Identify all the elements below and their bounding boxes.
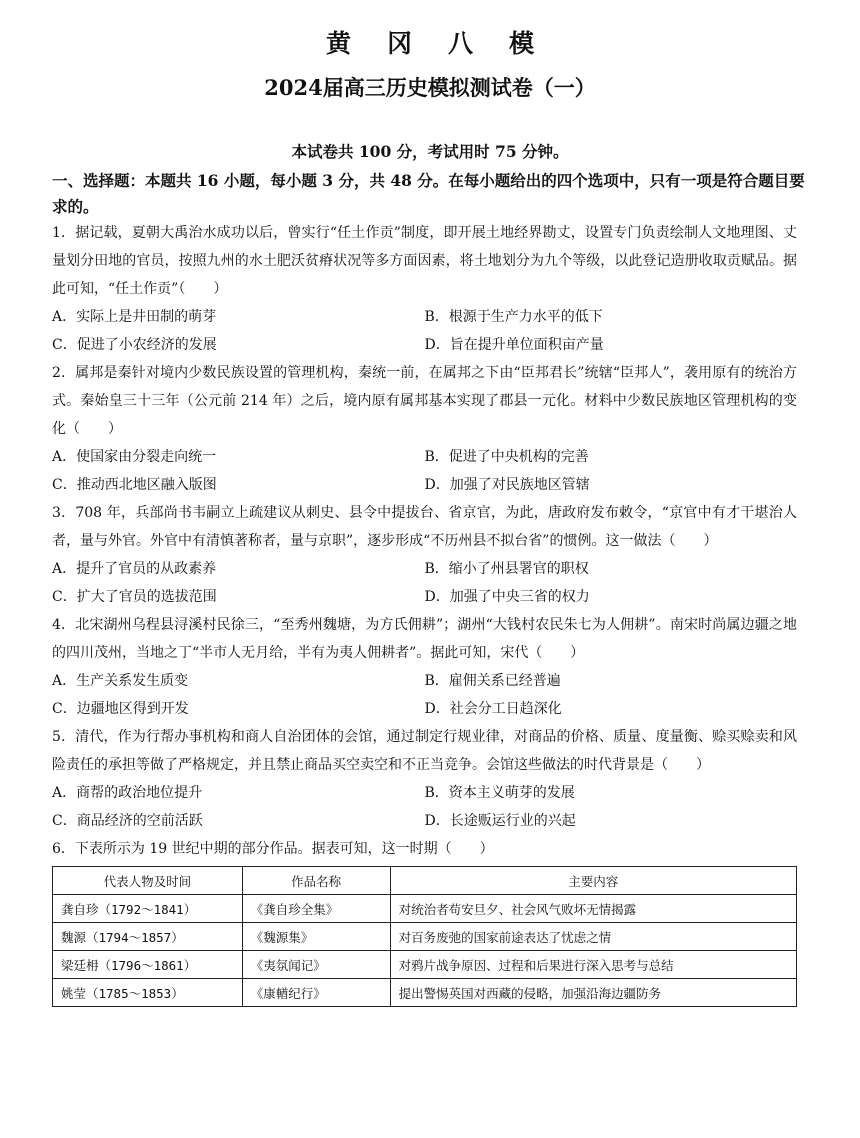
table-cell: 对鸦片战争原因、过程和后果进行深入思考与总结 [390,951,796,979]
table-row [53,951,797,979]
question-stem: 2．属邦是秦针对境内少数民族设置的管理机构，秦统一前，在属邦之下由“臣邦君长”统辖“臣邦人”，袭用原有的统治方式。秦始皇三十三年（公元前 214 年）之后，境内原有属邦基本实现了郡县一元化。材料中少数民族地区管理机构的变化（ ） [52,365,797,437]
option-c: C．边疆地区得到开发 [52,701,189,717]
option-c: C．推动西北地区融入版图 [52,477,217,493]
option-a: A．商帮的政治地位提升 [52,785,203,801]
table-row [53,895,797,923]
option-b: B．促进了中央机构的完善 [424,449,589,465]
option-b: B．资本主义萌芽的发展 [424,785,575,801]
exam-info: 本试卷共 100 分，考试用时 75 分钟。 [291,142,569,161]
question-6 [52,835,797,1007]
table-header-row [53,867,797,895]
works-table [52,866,797,1007]
option-a: A．使国家由分裂走向统一 [52,449,217,465]
table-row [53,923,797,951]
option-d: D．加强了中央三省的权力 [424,589,590,605]
question-stem: 1．据记载，夏朝大禹治水成功以后，曾实行“任土作贡”制度，即开展土地经界勘丈，设置专门负责绘制人文地理图、丈量划分田地的官员，按照九州的水土肥沃贫瘠状况等多方面因素，将土地划分为九个等级，以此登记造册收取贡赋品。据此可知，“任土作贡”（ ） [52,225,797,297]
option-a: A．提升了官员的从政素养 [52,561,217,577]
column-header: 主要内容 [390,867,796,895]
table-cell: 提出警惕英国对西藏的侵略，加强沿海边疆防务 [390,979,796,1007]
table-cell: 龚自珍（1792～1841） [53,895,243,923]
table-cell: 《魏源集》 [242,923,390,951]
option-c: C．促进了小农经济的发展 [52,337,217,353]
column-header: 作品名称 [242,867,390,895]
option-b: B．缩小了州县署官的职权 [424,561,589,577]
column-header: 代表人物及时间 [53,867,243,895]
question-stem: 4．北宋湖州乌程县浔溪村民徐三，“至秀州魏塘，为方氏佣耕”；湖州“大钱村农民朱七为人佣耕”。南宋时尚属边疆之地的四川茂州，当地之丁“半市人无月给，半有为夷人佣耕者”。据此可知，宋代（ ） [52,617,797,661]
question-4 [52,611,797,723]
option-c: C．扩大了官员的选拔范围 [52,589,217,605]
option-a: A．实际上是井田制的萌芽 [52,309,217,325]
option-d: D．长途贩运行业的兴起 [424,813,576,829]
questions-area [52,219,797,1007]
exam-paper-title: 2024届高三历史模拟测试卷（一） [264,75,596,100]
table-cell: 对百务废弛的国家前途表达了忧虑之情 [390,923,796,951]
table-cell: 姚莹（1785～1853） [53,979,243,1007]
option-a: A．生产关系发生质变 [52,673,189,689]
table-cell: 《夷氛闻记》 [242,951,390,979]
question-stem: 5．清代，作为行帮办事机构和商人自治团体的会馆，通过制定行规业律，对商品的价格、质量、度量衡、赊买赊卖和风险责任的承担等做了严格规定，并且禁止商品买空卖空和不正当竞争。会馆这些做法的时代背景是（ ） [52,729,797,773]
question-1 [52,219,797,359]
table-cell: 魏源（1794～1857） [53,923,243,951]
option-b: B．根源于生产力水平的低下 [424,309,603,325]
option-d: D．加强了对民族地区管辖 [424,477,590,493]
table-cell: 梁廷枏（1796～1861） [53,951,243,979]
option-d: D．旨在提升单位面积亩产量 [424,337,604,353]
table-cell: 《龚自珍全集》 [242,895,390,923]
option-d: D．社会分工日趋深化 [424,701,562,717]
table-cell: 《康輶纪行》 [242,979,390,1007]
table-row [53,979,797,1007]
question-stem: 6．下表所示为 19 世纪中期的部分作品。据表可知，这一时期（ ） [52,841,494,857]
option-c: C．商品经济的空前活跃 [52,813,203,829]
question-3 [52,499,797,611]
question-stem: 3．708 年，兵部尚书韦嗣立上疏建议从刺史、县令中提拔台、省京官，为此，唐政府发布敕令，“京官中有才干堪治人者，量与外官。外官中有清慎著称者，量与京职”，逐步形成“不历州县不拟台省”的惯例。这一做法（ ） [52,505,797,549]
section-heading: 一、选择题：本题共 16 小题，每小题 3 分，共 48 分。在每小题给出的四个选项中，只有一项是符合题目要求的。 [52,171,805,216]
question-5 [52,723,797,835]
exam-series-title: 黄冈八模 [325,29,570,58]
question-2 [52,359,797,499]
option-b: B．雇佣关系已经普遍 [424,673,561,689]
table-cell: 对统治者苟安旦夕、社会风气败坏无情揭露 [390,895,796,923]
